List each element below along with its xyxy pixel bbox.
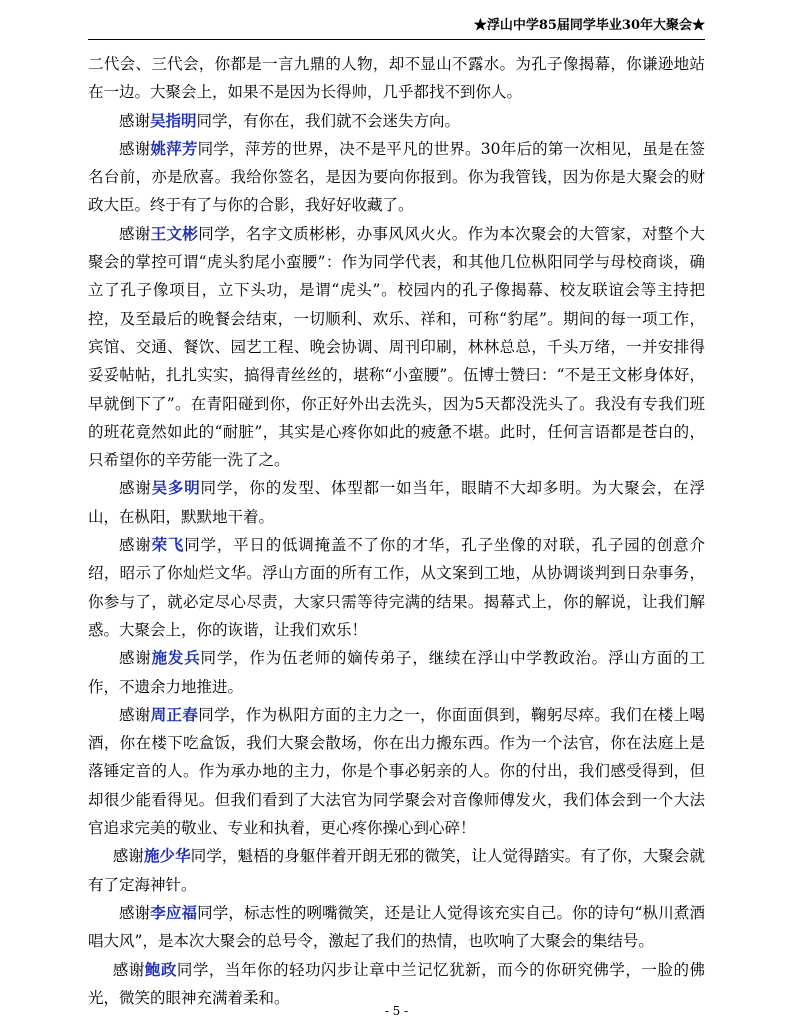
paragraph: 二代会、三代会，你都是一言九鼎的人物，却不显山不露水。为孔子像揭幕，你谦逊地站在一边。大聚会上，如果不是因为长得帅，几乎都找不到你人。 [88, 55, 705, 102]
paragraph: 感谢吴指明同学，有你在，我们就不会迷失方向。 [119, 110, 461, 130]
paragraph: 感谢李应福同学，标志性的咧嘴微笑，还是让人觉得该充实自己。你的诗句“枞川煮酒唱大风”，是本次大聚会的总号令，激起了我们的热情，也吹响了大聚会的集结号。 [88, 902, 705, 951]
classmate-name: 李应福 [150, 902, 198, 922]
classmate-name: 吴指明 [150, 110, 197, 130]
classmate-name: 姚萍芳 [150, 138, 198, 158]
classmate-name: 施发兵 [151, 648, 201, 668]
paragraph: 感谢吴多明同学，你的发型、体型都一如当年，眼睛不大却多明。为大聚会，在浮山，在枞阳，默默地干着。 [88, 478, 705, 526]
paragraph: 感谢荣飞同学，平日的低调掩盖不了你的才华，孔子坐像的对联，孔子园的创意介绍，昭示了你灿烂文华。浮山方面的所有工作，从文案到工地，从协调谈判到日杂事务，你参与了，就必定尽心尽责，大家只需等待完满的结果。揭幕式上，你的解说，让我们解惑。大聚会上，你的诙谐，让我们欢乐！ [88, 535, 705, 639]
page-footer [0, 1004, 793, 1018]
classmate-name: 鲍政 [144, 959, 177, 979]
paragraph: 感谢周正春同学，作为枞阳方面的主力之一，你面面俱到，鞠躬尽瘁。我们在楼上喝酒，你在楼下吃盒饭，我们大聚会散场，你在出力搬东西。作为一个法官，你在法庭上是落锤定音的人。作为承办地的主力，你是个事必躬亲的人。你的付出，我们感受得到，但却很少能看得见。但我们看到了大法官为同学聚会对音像师傅发火，我们体会到一个大法官追求完美的敬业、专业和执着，更心疼你操心到心碎！ [88, 704, 705, 838]
paragraph: 感谢王文彬同学，名字文质彬彬，办事风风火火。作为本次聚会的大管家，对整个大聚会的掌控可谓“虎头豹尾小蛮腰”：作为同学代表，和其他几位枞阳同学与母校商谈，确立了孔子像项目，立下头功，是谓“虎头”。校园内的孔子像揭幕、校友联谊会等主持把控，及至最后的晚餐会结束，一切顺利、欢乐、祥和，可称“豹尾”。期间的每一项工作，宾馆、交通、餐饮、园艺工程、晚会协调、周刊印刷，林林总总，千头万绪，一并安排得妥妥帖帖，扎扎实实，搞得青丝丝的，堪称“小蛮腰”。伍博士赞曰：“不是王文彬身体好，早就倒下了”。在青阳碰到你，你正好外出去洗头，因为5天都没洗头了。我没有专我们班的班花竟然如此的“耐脏”，其实是心疼你如此的疲惫不堪。此时，任何言语都是苍白的，只希望你的辛劳能一洗了之。 [88, 223, 705, 470]
classmate-name: 施少华 [143, 846, 191, 866]
classmate-name: 吴多明 [151, 478, 201, 498]
classmate-name: 周正春 [150, 704, 199, 724]
header-title: ★浮山中学85届同学毕业30年大聚会★ [473, 18, 705, 33]
paragraph: 感谢鲍政同学，当年你的轻功闪步让章中兰记忆犹新，而今的你研究佛学，一脸的佛光，微笑的眼神充满着柔和。 [88, 959, 705, 1007]
paragraph: 感谢施少华同学，魁梧的身躯伴着开朗无邪的微笑，让人觉得踏实。有了你，大聚会就有了定海神针。 [88, 846, 705, 894]
page-header [88, 14, 705, 40]
document-body [88, 50, 705, 1012]
paragraph: 感谢姚萍芳同学，萍芳的世界，决不是平凡的世界。30年后的第一次相见，虽是在签名台前，亦是欣喜。我给你签名，是因为要向你报到。你为我管钱，因为你是大聚会的财政大臣。终于有了与你的合影，我好好收藏了。 [88, 138, 705, 215]
classmate-name: 王文彬 [150, 223, 199, 243]
paragraph: 感谢施发兵同学，作为伍老师的嫡传弟子，继续在浮山中学教政治。浮山方面的工作，不遗余力地推进。 [88, 648, 705, 696]
classmate-name: 荣飞 [151, 535, 185, 555]
page-number: - 5 - [384, 1004, 409, 1018]
